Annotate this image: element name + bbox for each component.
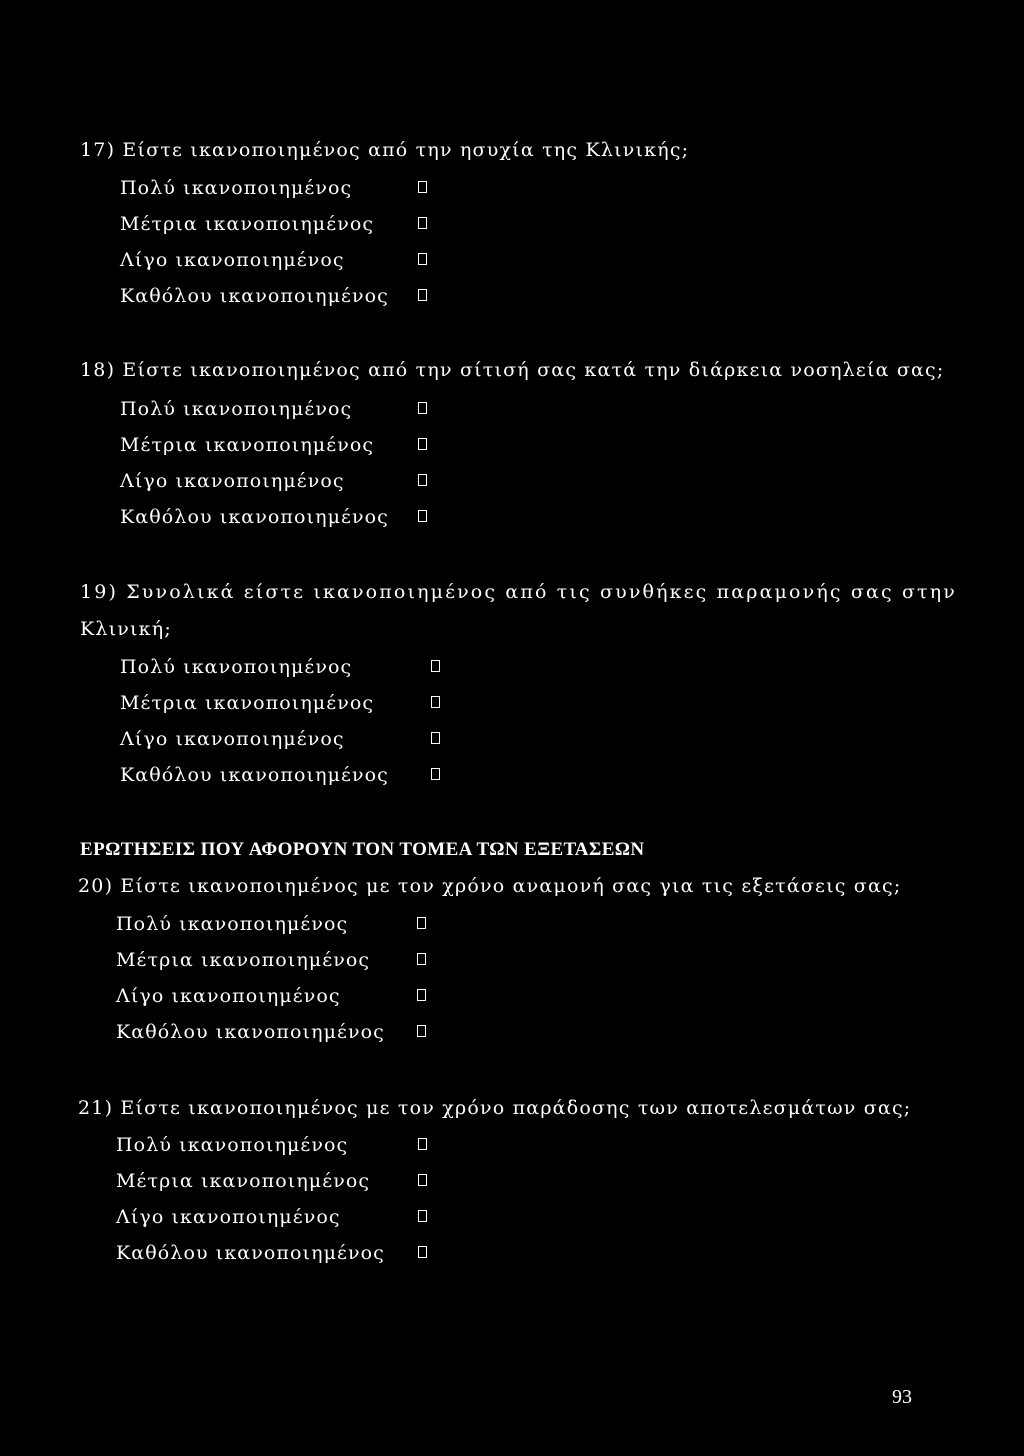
option-label: Πολύ ικανοποιημένος (120, 398, 353, 420)
checkbox[interactable] (418, 474, 427, 486)
option-very-satisfied[interactable] (120, 397, 352, 421)
option-very-satisfied[interactable] (116, 912, 348, 936)
option-label: Μέτρια ικανοποιημένος (116, 1170, 371, 1192)
option-moderately-satisfied[interactable] (120, 433, 374, 457)
option-label: Μέτρια ικανοποιημένος (120, 434, 375, 456)
option-label: Πολύ ικανοποιημένος (116, 913, 349, 935)
checkbox[interactable] (418, 510, 427, 522)
option-moderately-satisfied[interactable] (120, 691, 374, 715)
checkbox[interactable] (418, 217, 427, 229)
option-label: Καθόλου ικανοποιημένος (116, 1242, 385, 1264)
option-label: Λίγο ικανοποιημένος (120, 728, 345, 750)
option-not-satisfied[interactable] (116, 1020, 385, 1044)
option-label: Πολύ ικανοποιημένος (120, 177, 353, 199)
checkbox[interactable] (418, 289, 427, 301)
checkbox[interactable] (418, 1246, 427, 1258)
option-very-satisfied[interactable] (120, 176, 352, 200)
checkbox[interactable] (431, 732, 440, 744)
question-20-title: 20) Είστε ικανοποιημένος με τον χρόνο αναμονή σας για τις εξετάσεις σας; (78, 875, 902, 897)
option-very-satisfied[interactable] (120, 655, 352, 679)
option-label: Λίγο ικανοποιημένος (116, 985, 341, 1007)
option-label: Πολύ ικανοποιημένος (116, 1134, 349, 1156)
checkbox[interactable] (417, 1025, 426, 1037)
checkbox[interactable] (418, 1210, 427, 1222)
checkbox[interactable] (431, 768, 440, 780)
option-label: Πολύ ικανοποιημένος (120, 656, 353, 678)
option-little-satisfied[interactable] (120, 469, 345, 493)
option-little-satisfied[interactable] (116, 1205, 341, 1229)
checkbox[interactable] (418, 402, 427, 414)
option-label: Λίγο ικανοποιημένος (120, 249, 345, 271)
question-21-title: 21) Είστε ικανοποιημένος με τον χρόνο παράδοσης των αποτελεσμάτων σας; (78, 1097, 912, 1119)
checkbox[interactable] (418, 253, 427, 265)
option-not-satisfied[interactable] (120, 505, 389, 529)
checkbox[interactable] (418, 181, 427, 193)
question-17-title: 17) Είστε ικανοποιημένος από την ησυχία της Κλινικής; (80, 139, 690, 161)
checkbox[interactable] (418, 1174, 427, 1186)
section-heading: ΕΡΩΤΗΣΕΙΣ ΠΟΥ ΑΦΟΡΟΥΝ ΤΟΝ ΤΟΜΕΑ ΤΩΝ ΕΞΕΤΑΣΕΩΝ (80, 839, 645, 860)
option-little-satisfied[interactable] (120, 248, 345, 272)
option-label: Καθόλου ικανοποιημένος (120, 285, 389, 307)
option-label: Καθόλου ικανοποιημένος (116, 1021, 385, 1043)
option-not-satisfied[interactable] (120, 763, 389, 787)
checkbox[interactable] (418, 438, 427, 450)
option-label: Μέτρια ικανοποιημένος (120, 213, 375, 235)
option-label: Καθόλου ικανοποιημένος (120, 764, 389, 786)
option-not-satisfied[interactable] (116, 1241, 385, 1265)
question-18-title: 18) Είστε ικανοποιημένος από την σίτισή σας κατά την διάρκεια νοσηλεία σας; (80, 359, 945, 381)
option-little-satisfied[interactable] (116, 984, 341, 1008)
checkbox[interactable] (417, 989, 426, 1001)
checkbox[interactable] (417, 953, 426, 965)
checkbox[interactable] (431, 696, 440, 708)
page-number: 93 (892, 1386, 912, 1408)
option-label: Μέτρια ικανοποιημένος (116, 949, 371, 971)
option-moderately-satisfied[interactable] (116, 1169, 370, 1193)
question-19-title-continued: Κλινική; (80, 618, 172, 640)
option-label: Λίγο ικανοποιημένος (116, 1206, 341, 1228)
option-very-satisfied[interactable] (116, 1133, 348, 1157)
option-moderately-satisfied[interactable] (116, 948, 370, 972)
option-little-satisfied[interactable] (120, 727, 345, 751)
checkbox[interactable] (417, 917, 426, 929)
question-19-title: 19) Συνολικά είστε ικανοποιημένος από τις συνθήκες παραμονής σας στην (80, 581, 957, 603)
option-label: Λίγο ικανοποιημένος (120, 470, 345, 492)
option-not-satisfied[interactable] (120, 284, 389, 308)
checkbox[interactable] (418, 1138, 427, 1150)
option-label: Μέτρια ικανοποιημένος (120, 692, 375, 714)
checkbox[interactable] (431, 660, 440, 672)
option-label: Καθόλου ικανοποιημένος (120, 506, 389, 528)
option-moderately-satisfied[interactable] (120, 212, 374, 236)
